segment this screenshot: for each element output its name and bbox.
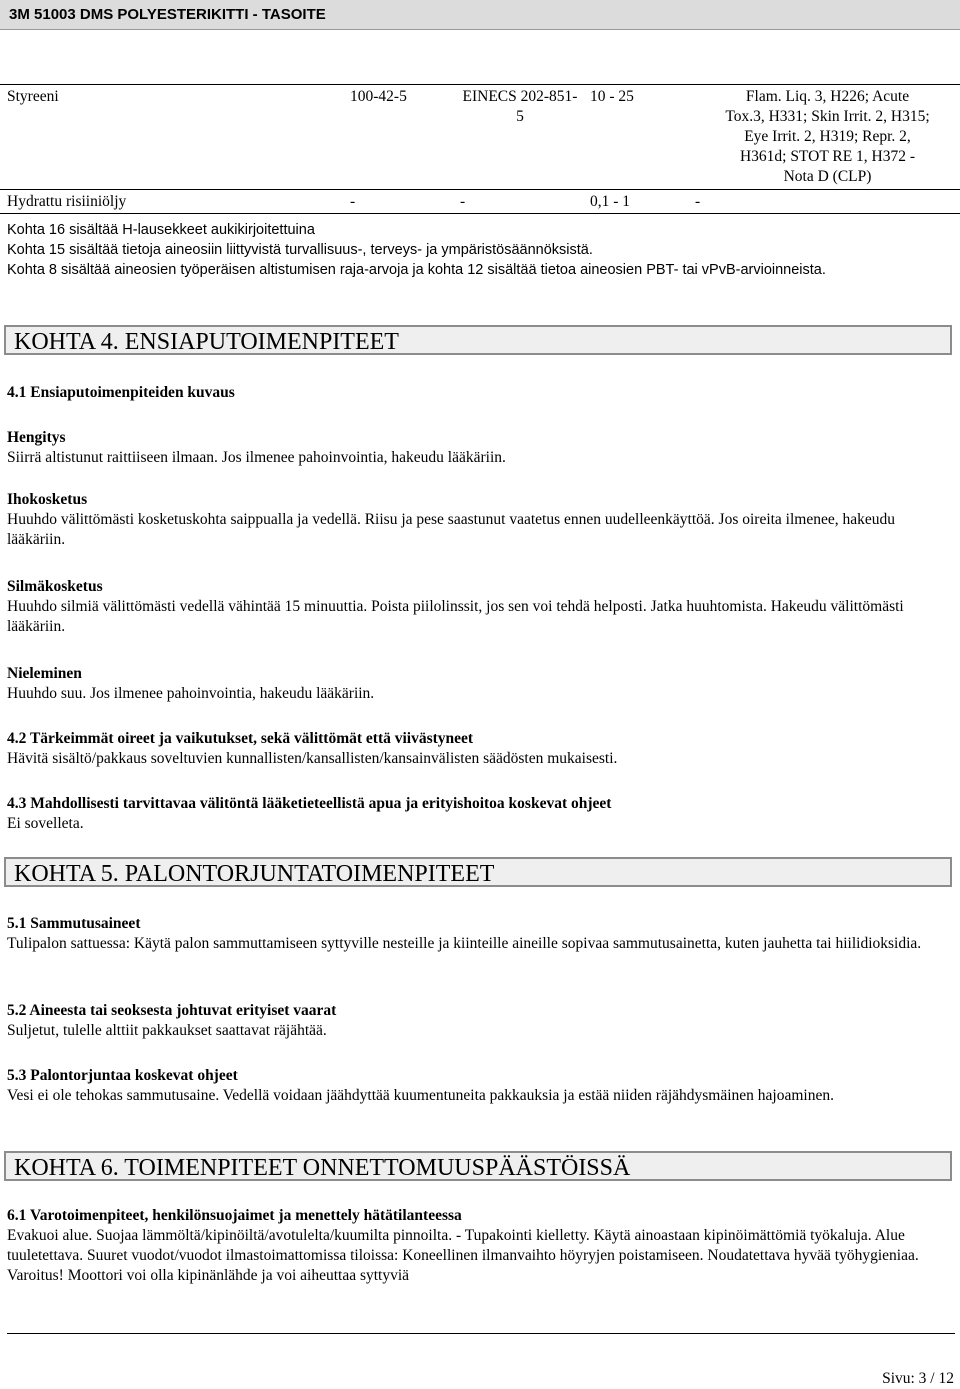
block-text: Huuhdo silmiä välittömästi vedellä vähintää 15 minuuttia. Poista piilolinssit, jos sen voi tehdä helposti. Jatka huuhtomista. Hakeudu välittömästi lääkäriin. <box>7 598 904 635</box>
block-heading: 4.2 Tärkeimmät oireet ja vaikutukset, sekä välittömät että viivästyneet <box>7 730 474 747</box>
block-text: Vesi ei ole tehokas sammutusaine. Vedellä voidaan jäähdyttää kuumentuneita pakkauksia ja estää niiden räjähdysmäinen hajoaminen. <box>7 1087 834 1104</box>
ec-number: - <box>460 190 580 214</box>
special-hazards-block <box>7 1001 955 1041</box>
block-heading: 6.1 Varotoimenpiteet, henkilönsuojaimet ja menettely hätätilanteessa <box>7 1207 462 1224</box>
firefighting-advice-block <box>7 1066 955 1106</box>
block-text: Hävitä sisältö/pakkaus soveltuvien kunnallisten/kansallisten/kansainvälisten säädösten mukaisesti. <box>7 750 618 767</box>
footer-divider <box>7 1333 955 1334</box>
classification-line: Tox.3, H331; Skin Irrit. 2, H315; <box>725 108 930 125</box>
composition-table <box>0 84 960 214</box>
section-6-header <box>4 1151 952 1181</box>
block-text: Huuhdo välittömästi kosketuskohta saippualla ja vedellä. Riisu ja pese saastunut vaatetus ennen uudelleenkäyttöä. Jos oireita ilmenee, hakeudu lääkäriin. <box>7 511 896 548</box>
skin-contact-block <box>7 490 955 550</box>
ec-number: EINECS 202-851-5 <box>460 85 580 190</box>
weight-percent: 0,1 - 1 <box>580 190 695 214</box>
block-heading: 4.3 Mahdollisesti tarvittavaa välitöntä lääketieteellistä apua ja erityishoitoa koskevat ohjeet <box>7 795 612 812</box>
ingredient-name: Hydrattu risiiniöljy <box>0 190 350 214</box>
block-heading: Silmäkosketus <box>7 578 103 595</box>
weight-percent: 10 - 25 <box>580 85 695 190</box>
block-text: Ei sovelleta. <box>7 815 84 832</box>
block-text: Siirrä altistunut raittiiseen ilmaan. Jos ilmenee pahoinvointia, hakeudu lääkäriin. <box>7 449 506 466</box>
block-heading: 5.2 Aineesta tai seoksesta johtuvat erityiset vaarat <box>7 1002 337 1019</box>
block-text: Suljetut, tulelle alttiit pakkaukset saattavat räjähtää. <box>7 1022 327 1039</box>
document-header-bar <box>0 0 960 30</box>
composition-notes <box>7 220 957 280</box>
classification-line: H361d; STOT RE 1, H372 - <box>739 148 916 165</box>
block-text: Evakuoi alue. Suojaa lämmöltä/kipinöiltä/avotulelta/kuumilta pinnoilta. - Tupakointi kielletty. Käytä ainoastaan kipinöimättömiä työkaluja. Alue tuuletettava. Suuret vuodot/vuodot ilmastoimattomissa tiloissa: Koneellinen ilmanvaihto höyryjen poistamiseen. Noudatettava hyvää työhygieniaa. Varoitus! Moottori voi olla kipinänlähde ja voi aiheuttaa syttyviä <box>7 1227 919 1284</box>
precautions-block <box>7 1206 955 1286</box>
symptoms-block <box>7 729 955 769</box>
table-row <box>0 85 960 190</box>
classification-line: - <box>695 193 701 210</box>
classification-line: Flam. Liq. 3, H226; Acute <box>745 88 910 105</box>
section-title: KOHTA 4. ENSIAPUTOIMENPITEET <box>14 329 399 355</box>
inhalation-block <box>7 428 955 468</box>
ingestion-block <box>7 664 955 704</box>
subsection-title: 4.1 Ensiaputoimenpiteiden kuvaus <box>7 384 235 401</box>
note-line: Kohta 15 sisältää tietoja aineosiin liittyvistä turvallisuus-, terveys- ja ympäristösäännöksistä. <box>7 242 593 258</box>
ingredient-name: Styreeni <box>0 85 350 190</box>
section-5-header <box>4 857 952 887</box>
block-text: Tulipalon sattuessa: Käytä palon sammuttamiseen syttyville nesteille ja kiinteille aineille sopivaa sammutusainetta, kuten jauhetta tai hiilidioksidia. <box>7 935 922 952</box>
block-heading: Ihokosketus <box>7 491 88 508</box>
page-number: Sivu: 3 / 12 <box>882 1370 954 1387</box>
classification <box>695 190 960 214</box>
section-title: KOHTA 5. PALONTORJUNTATOIMENPITEET <box>14 861 495 887</box>
block-heading: Nieleminen <box>7 665 82 682</box>
block-heading: Hengitys <box>7 429 66 446</box>
note-line: Kohta 8 sisältää aineosien työperäisen altistumisen raja-arvoja ja kohta 12 sisältää tietoa aineosien PBT- tai vPvB-arvioinneista. <box>7 262 826 278</box>
cas-number: 100-42-5 <box>350 85 460 190</box>
note-line: Kohta 16 sisältää H-lausekkeet aukikirjoitettuina <box>7 222 315 238</box>
extinguishing-media-block <box>7 914 955 954</box>
classification-line: Eye Irrit. 2, H319; Repr. 2, <box>744 128 911 145</box>
medical-attention-block <box>7 794 955 834</box>
block-heading: 5.1 Sammutusaineet <box>7 915 141 932</box>
eye-contact-block <box>7 577 955 637</box>
block-heading: 5.3 Palontorjuntaa koskevat ohjeet <box>7 1067 238 1084</box>
table-row <box>0 190 960 214</box>
cas-number: - <box>350 190 460 214</box>
block-text: Huuhdo suu. Jos ilmenee pahoinvointia, hakeudu lääkäriin. <box>7 685 375 702</box>
document-title: 3M 51003 DMS POLYESTERIKITTI - TASOITE <box>9 6 326 23</box>
section-title: KOHTA 6. TOIMENPITEET ONNETTOMUUSPÄÄSTÖISSÄ <box>14 1155 631 1181</box>
section-4-header <box>4 325 952 355</box>
classification <box>695 85 960 190</box>
classification-line: Nota D (CLP) <box>783 168 872 185</box>
